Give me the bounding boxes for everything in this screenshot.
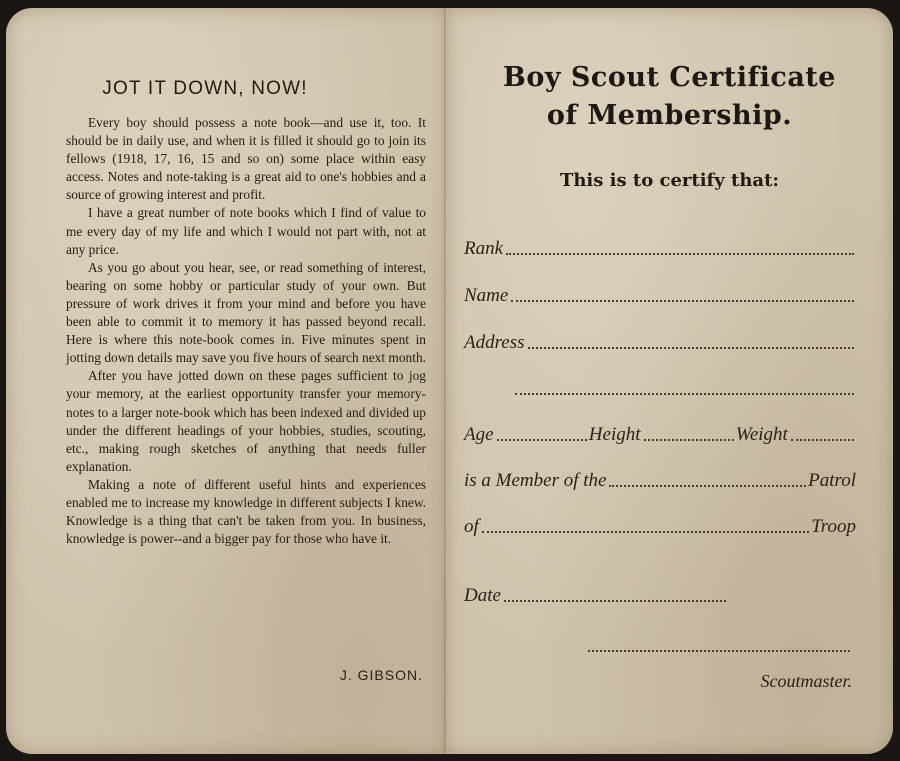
troop-field[interactable]	[464, 512, 856, 538]
article-paragraph: As you go about you hear, see, or read something of interest, bearing on some hobby or particular study of your own. But pressure of work drives it from your mind and before you have been able to commit it to memory it has passed beyond recall. Here is where this note-book comes in. Five minutes spent in jotting down details may save you five hours of search next month.	[66, 259, 426, 366]
certificate-title-line-2: of Membership.	[546, 100, 793, 131]
date-field[interactable]	[464, 581, 728, 607]
rank-blank[interactable]	[506, 253, 854, 255]
patrol-label: Patrol	[808, 470, 856, 491]
certify-heading: This is to certify that:	[559, 170, 780, 191]
article-title: JOT IT DOWN, NOW!	[102, 78, 308, 99]
certificate-title-line-1: Boy Scout Certificate	[503, 62, 836, 93]
article-paragraph: I have a great number of note books which I find of value to me every day of my life and which I would not part with, not at any price.	[66, 205, 426, 257]
address-line-2-blank[interactable]	[515, 393, 854, 395]
booklet-spread	[6, 8, 893, 754]
patrol-field[interactable]	[464, 466, 856, 492]
age-label: Age	[464, 424, 494, 445]
scoutmaster-label: Scoutmaster.	[760, 671, 852, 691]
of-label: of	[464, 516, 479, 537]
date-blank[interactable]	[504, 600, 726, 602]
troop-blank[interactable]	[482, 531, 810, 533]
rank-label: Rank	[464, 238, 504, 259]
height-blank[interactable]	[644, 439, 734, 441]
address-label: Address	[464, 332, 525, 353]
height-label: Height	[588, 424, 641, 445]
rank-field[interactable]	[464, 234, 856, 260]
name-label: Name	[464, 285, 509, 306]
age-height-weight-field[interactable]	[464, 420, 856, 446]
weight-blank[interactable]	[791, 439, 854, 441]
author-signature: J. GIBSON.	[339, 667, 423, 683]
name-field[interactable]	[464, 281, 856, 307]
name-blank[interactable]	[511, 300, 854, 302]
date-label: Date	[464, 585, 501, 606]
patrol-blank[interactable]	[609, 485, 806, 487]
scoutmaster-signature-line[interactable]	[588, 650, 850, 652]
weight-label: Weight	[735, 424, 788, 445]
article-body	[66, 114, 426, 548]
troop-label: Troop	[811, 516, 856, 537]
left-page	[6, 8, 446, 754]
article-paragraph: Making a note of different useful hints and experiences enabled me to increase my knowledge in different subjects I knew. Knowledge is a thing that can't be taken from you. In business, knowledge is power--and a bigger pay for those who have it.	[66, 476, 426, 547]
right-page	[446, 8, 893, 754]
article-paragraph: After you have jotted down on these pages sufficient to jog your memory, at the earliest opportunity transfer your memory-notes to a larger note-book which has been indexed and divided up under the different headings of your hobbies, studies, scouting, etc., making rough sketches of anything that needs fuller explanation.	[66, 368, 426, 474]
address-blank[interactable]	[528, 347, 854, 349]
address-line-2-field[interactable]	[512, 374, 856, 400]
address-field[interactable]	[464, 328, 856, 354]
member-of-the-label: is a Member of the	[464, 470, 607, 491]
article-paragraph: Every boy should possess a note book—and use it, too. It should be in daily use, and when it is filled it should go to join its fellows (1918, 17, 16, 15 and so on) some place within easy access. Notes and note-taking is a great aid to one's hobbies and a source of growing interest and profit.	[66, 115, 426, 203]
age-blank[interactable]	[497, 439, 587, 441]
